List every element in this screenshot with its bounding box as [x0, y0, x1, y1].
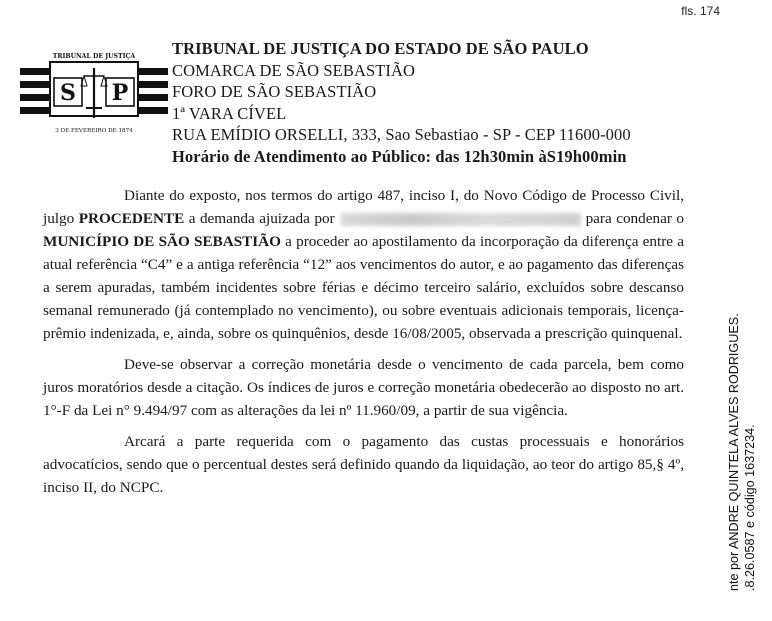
p1-text-d: a proceder ao apostilamento da incorporação da diferença entre a atual referência “C4” e a antiga referência “12” aos vencimentos do autor, e ao pagamento das diferenças a serem apuradas, também incidentes sobre férias e décimo terceiro salário, excluídos sobre descanso semanal remunerado (já contemplado no vencimento), ou sobre eventuais adicionais temporais, licença-prêmio indenizada, e, ainda, sobre os quinquênios, desde 16/08/2005, observada a prescrição quinquenal.	[43, 233, 684, 342]
court-name: TRIBUNAL DE JUSTIÇA DO ESTADO DE SÃO PAULO	[172, 39, 589, 58]
p1-text-b: a demanda ajuizada por	[184, 210, 340, 227]
foro: FORO DE SÃO SEBASTIÃO	[172, 82, 377, 102]
address: RUA EMÍDIO ORSELLI, 333, Sao Sebastiao - SP - CEP 11600-000	[172, 125, 631, 145]
svg-text:TRIBUNAL DE JUSTIÇA: TRIBUNAL DE JUSTIÇA	[52, 53, 136, 60]
p1-text-c: para condenar o	[581, 210, 684, 227]
svg-text:S: S	[60, 80, 76, 106]
p1-text-a: Diante do exposto, nos termos do artigo 487, inciso I, do Novo Código de Processo Civil, julgo	[43, 187, 684, 227]
side-note-line-1: nte por ANDRE QUINTELA ALVES RODRIGUES.	[727, 313, 741, 591]
svg-text:P: P	[111, 80, 129, 106]
p1-bold-procedente: PROCEDENTE	[78, 210, 185, 227]
redacted-name	[341, 213, 581, 226]
page-number: fls. 174	[681, 4, 720, 18]
p1-bold-municipio: MUNICÍPIO DE SÃO SEBASTIÃO	[43, 233, 281, 250]
document-body	[43, 184, 684, 499]
side-signature-note	[726, 231, 758, 591]
paragraph-2: Deve-se observar a correção monetária desde o vencimento de cada parcela, bem como juros moratórios desde a citação. Os índices de juros e correção monetária obedecerão ao disposto no art. 1°-F da Lei n° 9.494/97 com as alterações da lei nº 11.960/09, a partir de sua vigência.	[43, 356, 684, 419]
comarca: COMARCA DE SÃO SEBASTIÃO	[172, 60, 416, 80]
paragraph-3: Arcará a parte requerida com o pagamento das custas processuais e honorários advocatícios, sendo que o percentual destes será definido quando da liquidação, ao teor do artigo 85,§ 4º, inciso II, do NCPC.	[43, 433, 684, 496]
office-hours: Horário de Atendimento ao Público: das 12h30min àS19h00min	[172, 146, 627, 166]
court-seal-logo	[20, 50, 168, 140]
paragraph-1	[43, 184, 684, 345]
svg-text:3 DE FEVEREIRO DE 1874: 3 DE FEVEREIRO DE 1874	[55, 128, 133, 134]
document-header	[172, 38, 692, 168]
side-note-line-2: .8.26.0587 e código 1637234.	[743, 424, 757, 591]
vara: 1ª VARA CÍVEL	[172, 103, 287, 123]
